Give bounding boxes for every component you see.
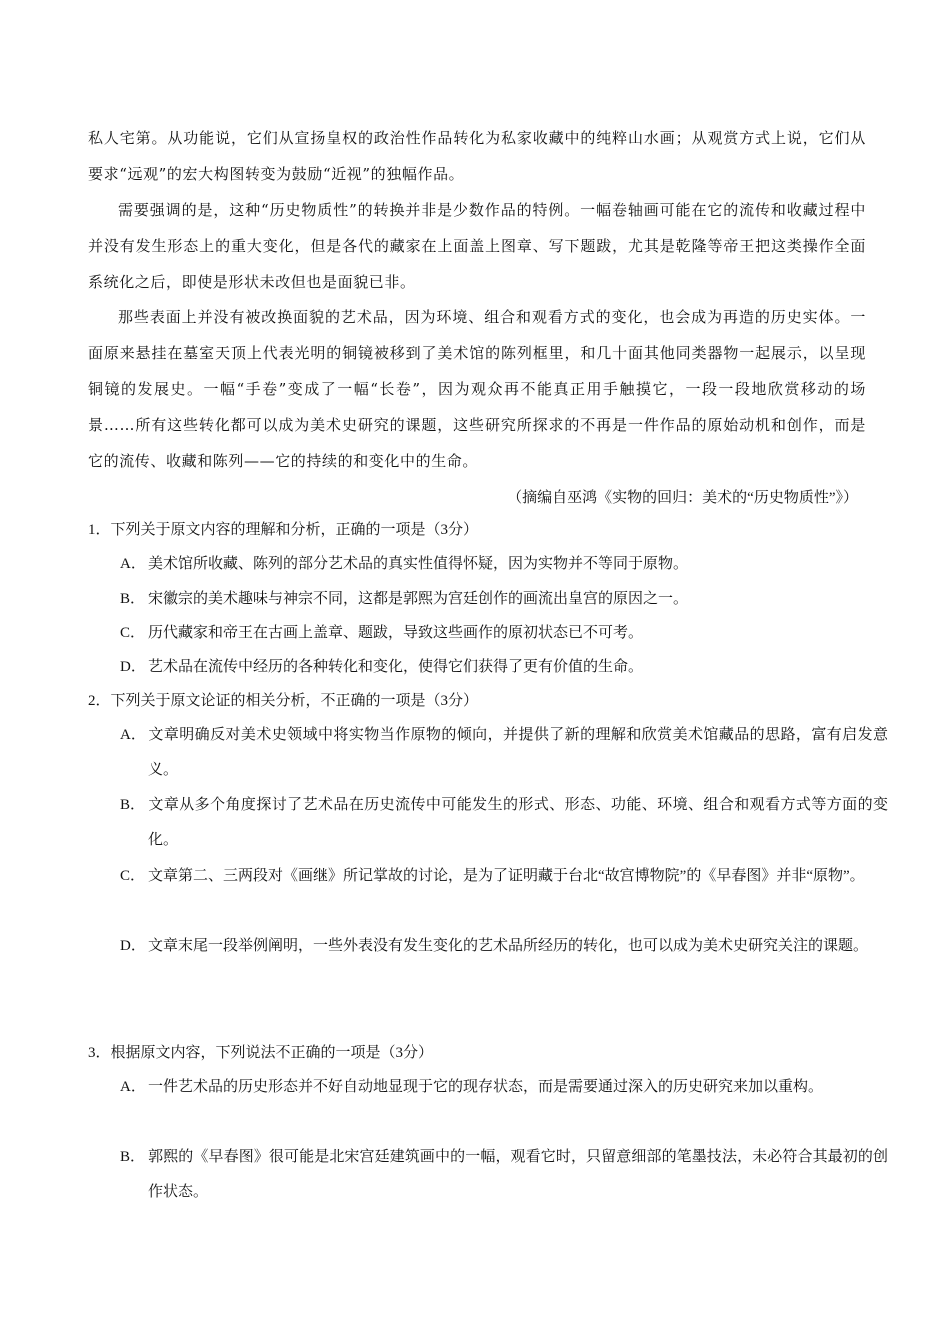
- option-text: 文章第二、三两段对《画继》所记掌故的讨论，是为了证明藏于台北“故宫博物院”的《早春图》并非“原物”。: [148, 868, 865, 884]
- option-text: 艺术品在流传中经历的各种转化和变化，使得它们获得了更有价值的生命。: [148, 659, 644, 675]
- option: [120, 788, 888, 858]
- option: [120, 929, 888, 964]
- option-text: 美术馆所收藏、陈列的部分艺术品的真实性值得怀疑，因为实物并不等同于原物。: [148, 556, 689, 572]
- question-stem: 2．下列关于原文论证的相关分析，不正确的一项是（3分）: [88, 693, 479, 709]
- option-letter: A．: [120, 556, 146, 572]
- option-text: 郭熙的《早春图》很可能是北宋宫廷建筑画中的一幅，观看它时，只留意细部的笔墨技法，未必符合其最初的创作状态。: [148, 1149, 888, 1200]
- option-letter: B．: [120, 797, 146, 813]
- question-stem: 3．根据原文内容，下列说法不正确的一项是（3分）: [88, 1045, 434, 1061]
- option: [120, 616, 888, 651]
- option-text: 一件艺术品的历史形态并不好自动地显现于它的现存状态，而是需要通过深入的历史研究来加以重构。: [148, 1079, 824, 1095]
- question-stem: 1．下列关于原文内容的理解和分析，正确的一项是（3分）: [88, 522, 479, 538]
- option-text: 历代藏家和帝王在古画上盖章、题跋，导致这些画作的原初状态已不可考。: [148, 625, 644, 641]
- option-text: 宋徽宗的美术趣味与神宗不同，这都是郭熙为宫廷创作的画流出皇宫的原因之一。: [148, 591, 689, 607]
- option-letter: D．: [120, 938, 146, 954]
- option: [120, 718, 888, 788]
- passage-paragraph: 私人宅第。从功能说，它们从宣扬皇权的政治性作品转化为私家收藏中的纯粹山水画；从观赏方式上说，它们从要求“远观”的宏大构图转变为鼓励“近视”的独幅作品。: [88, 129, 866, 183]
- option-text: 文章明确反对美术史领域中将实物当作原物的倾向，并提供了新的理解和欣赏美术馆藏品的思路，富有启发意义。: [148, 727, 888, 778]
- passage-source: （摘编自巫鸿《实物的回归：美术的“历史物质性”》）: [507, 490, 858, 506]
- option-text: 文章末尾一段举例阐明，一些外表没有发生变化的艺术品所经历的转化，也可以成为美术史研究关注的课题。: [148, 938, 869, 954]
- option-letter: A．: [120, 727, 146, 743]
- option: [120, 859, 888, 894]
- option-letter: A．: [120, 1079, 146, 1095]
- option-letter: D．: [120, 659, 146, 675]
- option-letter: C．: [120, 868, 146, 884]
- option: [120, 1070, 888, 1105]
- passage-paragraph: 需要强调的是，这种“历史物质性”的转换并非是少数作品的特例。一幅卷轴画可能在它的流传和收藏过程中并没有发生形态上的重大变化，但是各代的藏家在上面盖上图章、写下题跋，尤其是乾隆等帝王把这类操作全面系统化之后，即使是形状未改但也是面貌已非。: [88, 201, 866, 291]
- option-letter: B．: [120, 1149, 146, 1165]
- option: [120, 1140, 888, 1210]
- passage-paragraph: 那些表面上并没有被改换面貌的艺术品，因为环境、组合和观看方式的变化，也会成为再造的历史实体。一面原来悬挂在墓室天顶上代表光明的铜镜被移到了美术馆的陈列框里，和几十面其他同类器物一起展示，以呈现铜镜的发展史。一幅“手卷”变成了一幅“长卷”，因为观众再不能真正用手触摸它，一段一段地欣赏移动的场景……所有这些转化都可以成为美术史研究的课题，这些研究所探求的不再是一件作品的原始动机和创作，而是它的流传、收藏和陈列——它的持续的和变化中的生命。: [88, 308, 866, 470]
- option-letter: B．: [120, 591, 146, 607]
- option: [120, 547, 888, 582]
- option-letter: C．: [120, 625, 146, 641]
- option-text: 文章从多个角度探讨了艺术品在历史流传中可能发生的形式、形态、功能、环境、组合和观看方式等方面的变化。: [148, 797, 888, 848]
- option: [120, 650, 888, 685]
- option: [120, 582, 888, 617]
